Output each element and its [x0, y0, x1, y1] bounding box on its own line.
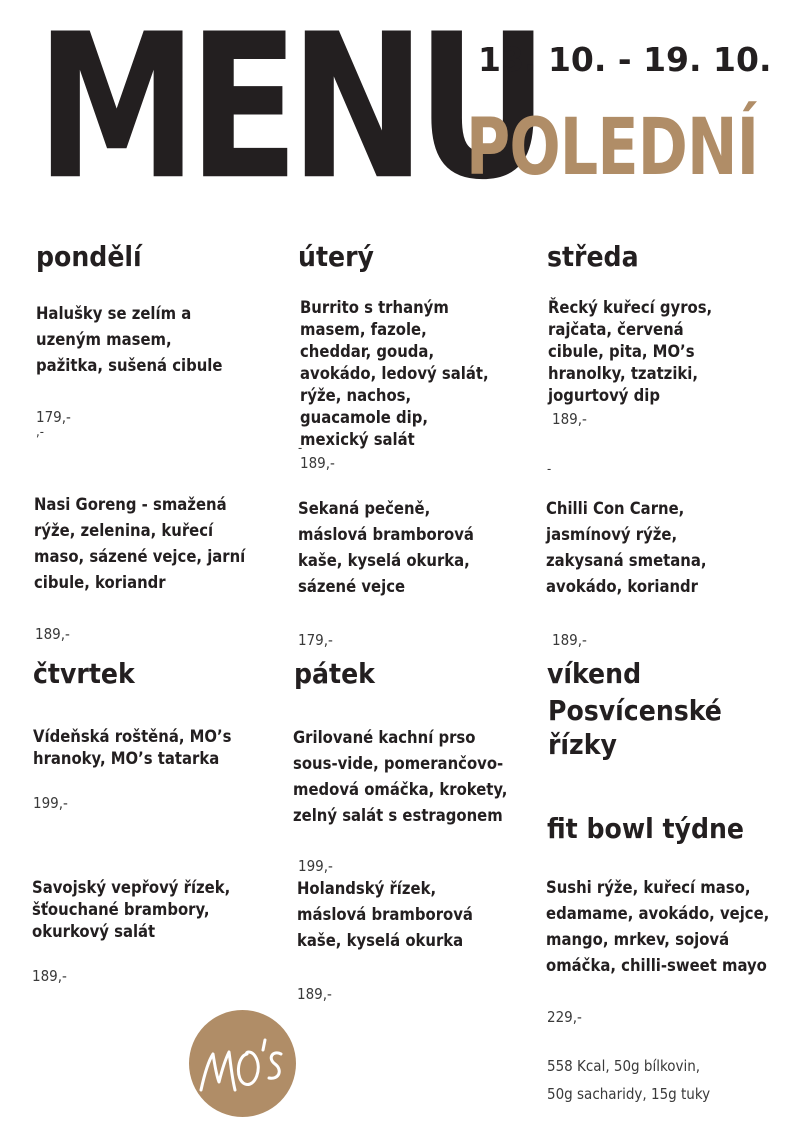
dish-monday-1: Halušky se zelím a uzeným masem, pažitka, sušená cibule: [36, 304, 223, 375]
date-range: 13. 10. - 19. 10.: [478, 40, 772, 79]
dish-thursday-1: Vídeňská roštěná, MO’s hranoky, MO’s tatarka: [33, 727, 232, 768]
day-heading-monday: pondělí: [36, 240, 142, 273]
fitbowl-nutrition-line-1: 558 Kcal, 50g bílkovin,: [547, 1057, 701, 1075]
mos-logo-script: [189, 1010, 296, 1117]
day-heading-wednesday: středa: [547, 240, 639, 273]
price-thursday-1: 199,-: [33, 794, 68, 812]
stray-mark-monday: ,-: [36, 425, 44, 440]
stray-mark-wednesday: -: [547, 462, 552, 477]
price-thursday-2: 189,-: [32, 967, 67, 985]
price-tuesday-2: 179,-: [298, 631, 333, 649]
price-monday-1: 179,-: [36, 408, 71, 426]
dish-weekend: Posvícenské řízky: [548, 694, 722, 761]
dish-wednesday-2: Chilli Con Carne, jasmínový rýže, zakysaná smetana, avokádo, koriandr: [546, 499, 707, 596]
dish-monday-2: Nasi Goreng - smažená rýže, zelenina, kuřecí maso, sázené vejce, jarní cibule, koriandr: [34, 495, 246, 592]
dish-wednesday-1: Řecký kuřecí gyros, rajčata, červená cibule, pita, MO’s hranolky, tzatziki, jogurtový dip: [548, 298, 713, 405]
dish-friday-2: Holandský řízek, máslová bramborová kaše, kyselá okurka: [297, 879, 473, 950]
mos-logo-icon: [189, 1010, 296, 1117]
page-subtitle: POLEDNÍ: [466, 103, 759, 193]
price-wednesday-2: 189,-: [552, 631, 587, 649]
price-tuesday-1: 189,-: [300, 454, 335, 472]
stray-mark-tuesday: -: [298, 441, 303, 456]
price-monday-2: 189,-: [35, 625, 70, 643]
day-heading-weekend: víkend: [547, 657, 642, 690]
fitbowl-heading: fit bowl týdne: [547, 812, 745, 845]
day-heading-thursday: čtvrtek: [33, 657, 135, 690]
dish-tuesday-2: Sekaná pečeně, máslová bramborová kaše, kyselá okurka, sázené vejce: [298, 499, 474, 596]
dish-tuesday-1: Burrito s trhaným masem, fazole, cheddar, gouda, avokádo, ledový salát, rýže, nachos, guacamole dip, mexický salát: [300, 298, 489, 449]
price-wednesday-1: 189,-: [552, 410, 587, 428]
fitbowl-nutrition-line-2: 50g sacharidy, 15g tuky: [547, 1085, 711, 1103]
fitbowl-price: 229,-: [547, 1008, 582, 1026]
page-title: MENU: [36, 0, 540, 225]
dish-thursday-2: Savojský vepřový řízek, šťouchané brambory, okurkový salát: [32, 878, 231, 941]
price-friday-2: 189,-: [297, 985, 332, 1003]
fitbowl-dish: Sushi rýže, kuřecí maso, edamame, avokádo, vejce, mango, mrkev, sojová omáčka, chilli-sweet mayo: [546, 878, 770, 975]
dish-friday-1: Grilované kachní prso sous-vide, pomerančovo-medová omáčka, krokety, zelný salát s estragonem: [293, 728, 508, 825]
day-heading-tuesday: úterý: [298, 240, 374, 273]
day-heading-friday: pátek: [294, 657, 375, 690]
price-friday-1: 199,-: [298, 857, 333, 875]
